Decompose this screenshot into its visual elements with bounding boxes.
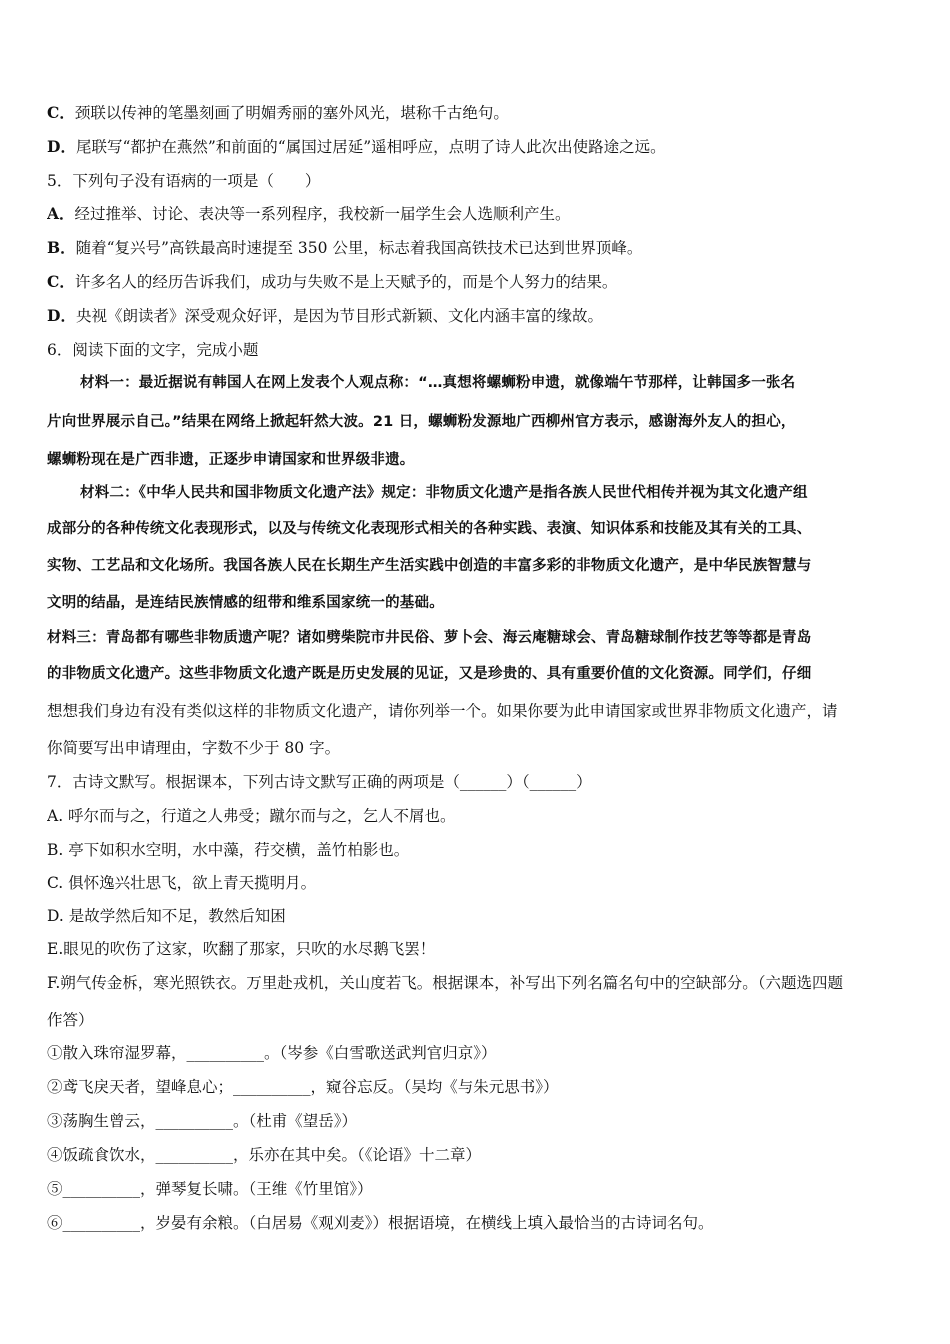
material-3-line-1: 材料三：青岛都有哪些非物质遗产呢？诸如劈柴院市井民俗、萝卜会、海云庵糖球会、青岛糖球制作技艺等等都是青岛 [47,630,812,646]
q7-option-f-line-2: 作答） [47,1011,94,1029]
option-label: C． [47,272,75,291]
q5-option-c [47,271,909,293]
option-label: A． [47,204,75,223]
q7-option-b: B. 亭下如积水空明，水中藻，荇交横，盖竹柏影也。 [47,841,410,859]
fill-blank-6: ⑥__________，岁晏有余粮。（白居易《观刈麦》）根据语境，在横线上填入最恰当的古诗词名句。 [47,1214,714,1232]
option-label: B． [47,238,76,257]
q7-option-d: D. 是故学然后知不足，教然后知困 [47,907,286,925]
material-1-line-1: 材料一：最近据说有韩国人在网上发表个人观点称：“…真想将螺蛳粉申遗，就像端午节那样，让韩国多一张名 [80,375,796,391]
option-label: D． [47,137,76,156]
material-2-line-2: 成部分的各种传统文化表现形式，以及与传统文化表现形式相关的各种实践、表演、知识体系和技能及其有关的工具、 [47,521,812,537]
material-1-line-2: 片向世界展示自己。”结果在网络上掀起轩然大波。21 日，螺蛳粉发源地广西柳州官方表示，感谢海外友人的担心， [47,414,796,430]
q4-option-c [47,102,909,124]
q5-option-d [47,305,909,327]
fill-blank-4: ④饭疏食饮水，__________，乐亦在其中矣。（《论语》十二章） [47,1146,482,1164]
fill-blank-5: ⑤__________，弹琴复长啸。（王维《竹里馆》） [47,1180,373,1198]
option-text: 经过推举、讨论、表决等一系列程序，我校新一届学生会人选顺利产生。 [74,205,571,223]
option-text: 随着“复兴号”高铁最高时速提至 350 公里，标志着我国高铁技术已达到世界顶峰。 [75,239,643,257]
q6-question-line-1: 想想我们身边有没有类似这样的非物质文化遗产，请你列举一个。如果你要为此申请国家或世界非物质文化遗产，请 [47,702,838,720]
fill-blank-1: ①散入珠帘湿罗幕，__________。（岑参《白雪歌送武判官归京》） [47,1044,497,1062]
material-1-line-3: 螺蛳粉现在是广西非遗，正逐步申请国家和世界级非遗。 [47,452,415,468]
q5-stem: 5．下列句子没有语病的一项是（ ） [47,172,321,190]
q7-option-a: A. 呼尔而与之，行道之人弗受；蹴尔而与之，乞人不屑也。 [47,807,456,825]
q7-option-f-line-1: F.朔气传金柝，寒光照铁衣。万里赴戎机，关山度若飞。根据课本，补写出下列名篇名句中的空缺部分。（六题选四题 [47,974,844,992]
q6-question-line-2: 你简要写出申请理由，字数不少于 80 字。 [47,739,341,757]
option-text: 尾联写“都护在燕然”和前面的“属国过居延”遥相呼应，点明了诗人此次出使路途之远。 [75,138,666,156]
option-text: 央视《朗读者》深受观众好评，是因为节目形式新颖、文化内涵丰富的缘故。 [75,307,603,325]
material-2-line-3: 实物、工艺品和文化场所。我国各族人民在长期生产生活实践中创造的丰富多彩的非物质文化遗产，是中华民族智慧与 [47,558,812,574]
option-text: 许多名人的经历告诉我们，成功与失败不是上天赋予的，而是个人努力的结果。 [74,273,618,291]
q5-option-a [47,203,909,225]
material-2-line-1: 材料二：《中华人民共和国非物质文化遗产法》规定：非物质文化遗产是指各族人民世代相传并视为其文化遗产组 [80,485,808,501]
q4-option-d [47,136,909,158]
q6-stem: 6．阅读下面的文字，完成小题 [47,341,259,359]
q7-option-c: C. 俱怀逸兴壮思飞，欲上青天揽明月。 [47,874,317,892]
q5-option-b [47,237,909,259]
material-3-line-2: 的非物质文化遗产。这些非物质文化遗产既是历史发展的见证，又是珍贵的、具有重要价值的文化资源。同学们，仔细 [47,666,812,682]
option-text: 颈联以传神的笔墨刻画了明媚秀丽的塞外风光，堪称千古绝句。 [74,104,509,122]
fill-blank-2: ②鸢飞戾天者，望峰息心；__________，窥谷忘反。（吴均《与朱元思书》） [47,1078,559,1096]
fill-blank-3: ③荡胸生曾云，__________。（杜甫《望岳》） [47,1112,358,1130]
q7-stem: 7．古诗文默写。根据课本，下列古诗文默写正确的两项是（______）（______） [47,773,592,791]
option-label: C． [47,103,75,122]
q7-option-e: E.眼见的吹伤了这家，吹翻了那家，只吹的水尽鹅飞罢！ [47,940,436,958]
material-2-line-4: 文明的结晶，是连结民族情感的纽带和维系国家统一的基础。 [47,595,444,611]
option-label: D． [47,306,76,325]
